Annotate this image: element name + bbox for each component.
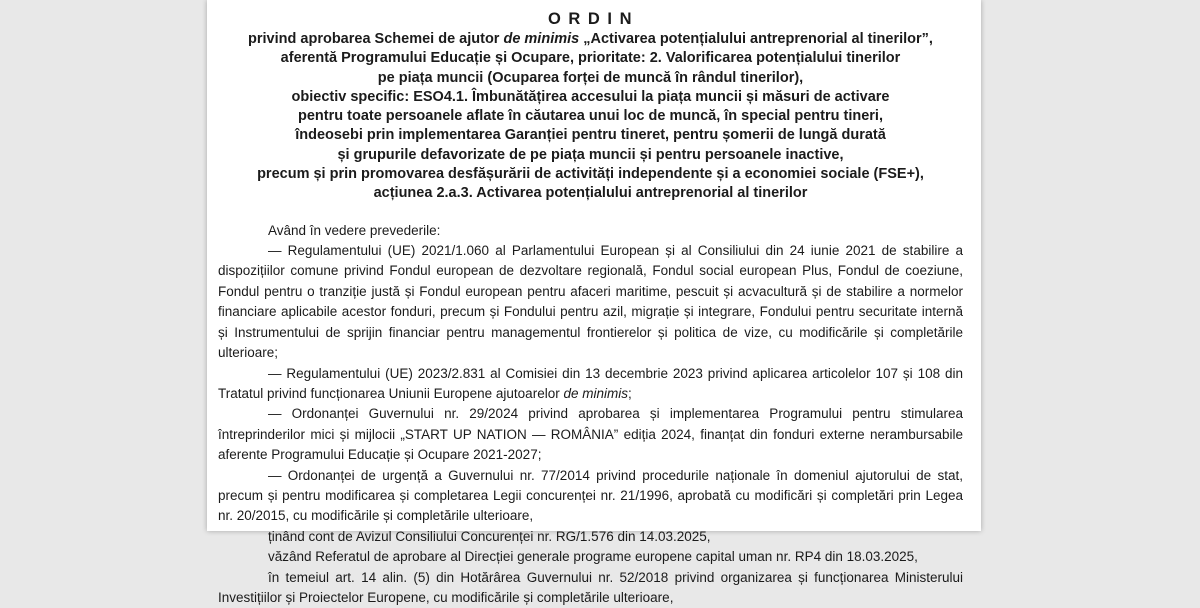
body-paragraph (218, 241, 963, 363)
text-segment: aferentă Programului Educație și Ocupare, prioritate: 2. Valorificarea potențialului tinerilor (280, 50, 901, 67)
text-segment: pentru toate persoanele aflate în căutarea unui loc de muncă, în special pentru tineri, (298, 108, 883, 125)
body-paragraph (218, 221, 963, 241)
heading-line (218, 146, 963, 165)
heading-line (218, 126, 963, 145)
body-paragraph (218, 568, 963, 608)
text-segment: privind aprobarea Schemei de ajutor (248, 31, 504, 47)
text-segment: în temeiul art. 14 alin. (5) din Hotărârea Guvernului nr. 52/2018 privind organizarea și funcționarea Ministerului Investițiilor și Proiectelor Europene, cu modificările și completările ulterioare, (218, 569, 963, 605)
text-segment: văzând Referatul de aprobare al Direcției generale programe europene capital uman nr. RP4 din 18.03.2025, (268, 549, 918, 565)
text-segment: — Regulamentului (UE) 2023/2.831 al Comisiei din 13 decembrie 2023 privind aplicarea articolelor 107 și 108 din Tratatul privind funcționarea Uniunii Europene ajutoarelor (218, 365, 963, 401)
document-page (207, 0, 981, 605)
document-body (218, 221, 963, 608)
body-paragraph (218, 364, 963, 405)
text-segment: — Ordonanței Guvernului nr. 29/2024 privind aprobarea și implementarea Programului pentru stimularea întreprinderilor mici și mijlocii „START UP NATION — ROMÂNIA” ediția 2024, finanțat din fonduri externe nerambursabile aferente Programului Educație și Ocupare 2021-2027; (218, 406, 963, 463)
italic-text: de minimis (563, 385, 628, 401)
text-segment: „Activarea potențialului antreprenorial al tinerilor”, (579, 31, 933, 47)
heading-line (218, 107, 963, 126)
text-segment: pe piața muncii (Ocuparea forței de muncă în rândul tinerilor), (377, 69, 804, 86)
text-segment: precum și prin promovarea desfășurării de activități independente și a economiei sociale (FSE+), (257, 166, 924, 183)
heading-line (218, 69, 963, 88)
text-segment: îndeosebi prin implementarea Garanției pentru tineret, pentru șomerii de lungă durată (295, 127, 886, 144)
text-segment: Având în vedere prevederile: (268, 222, 441, 238)
document-title: O R D I N (547, 10, 633, 28)
heading-line (218, 184, 963, 203)
body-paragraph (218, 527, 963, 547)
body-paragraph (218, 404, 963, 465)
body-paragraph (218, 466, 963, 527)
italic-text: de minimis (503, 31, 580, 47)
text-segment: — Regulamentului (UE) 2021/1.060 al Parlamentului European și al Consiliului din 24 iunie 2021 de stabilire a dispozițiilor comune privind Fondul european de dezvoltare regională, Fondul social european Plus, Fondul de coeziune, Fondul pentru o tranziție justă și Fondul european pentru afaceri maritime, pescuit și acvacultură și de stabilire a normelor financiare aplicabile acestor fonduri, precum și Fondului pentru azil, migrație și integrare, Fondului pentru securitate internă și Instrumentului de sprijin financiar pentru managementul frontierelor și politica de vize, cu modificările și completările ulterioare; (218, 243, 963, 361)
text-segment: acțiunea 2.a.3. Activarea potențialului antreprenorial al tinerilor (373, 185, 808, 202)
text-segment: — Ordonanței de urgență a Guvernului nr. 77/2014 privind procedurile naționale în domeniul ajutorului de stat, precum și pentru modificarea și completarea Legii concurenței nr. 21/1996, aprobată cu modificări și completări prin Legea nr. 20/2015, cu modificările și completările ulterioare, (218, 467, 963, 524)
heading-line (218, 165, 963, 184)
heading-line (218, 88, 963, 107)
text-segment: ; (627, 385, 632, 401)
text-segment: obiectiv specific: ESO4.1. Îmbunătățirea accesului la piața muncii și măsuri de activare (291, 88, 890, 105)
heading-line (218, 49, 963, 68)
heading-line (218, 30, 963, 49)
document-heading-block (218, 30, 963, 204)
text-segment: ținând cont de Avizul Consiliului Concurenței nr. RG/1.576 din 14.03.2025, (268, 528, 711, 544)
text-segment: și grupurile defavorizate de pe piața muncii și pentru persoanele inactive, (337, 146, 844, 163)
body-paragraph (218, 547, 963, 567)
